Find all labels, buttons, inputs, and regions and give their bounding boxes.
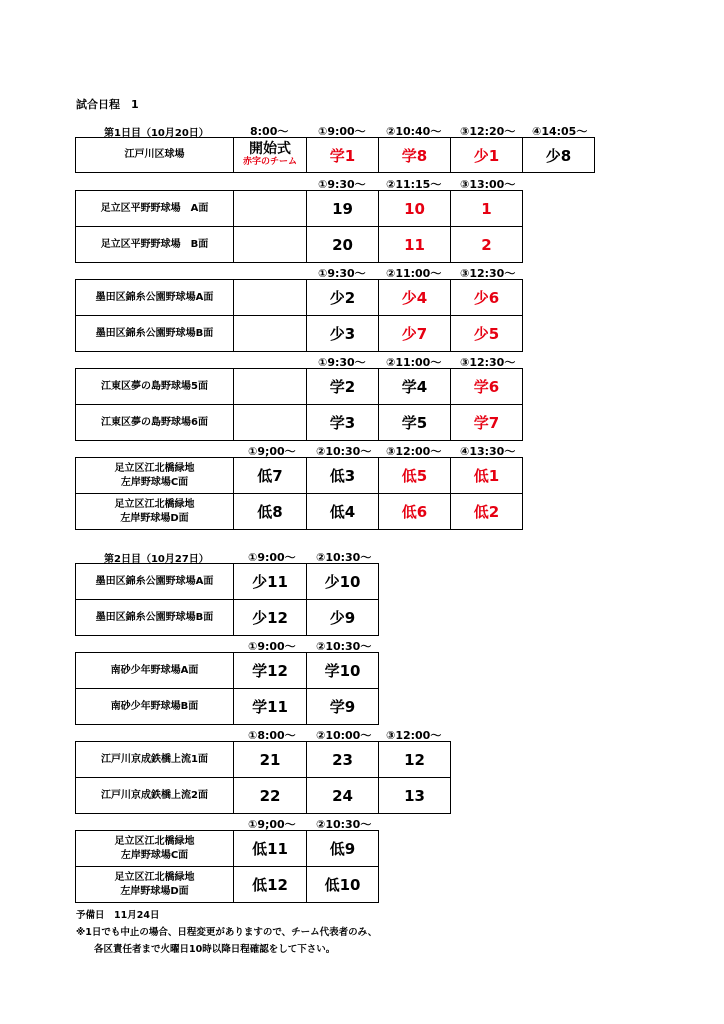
- table-row: [76, 867, 379, 903]
- slot-header: ③13:00～: [460, 178, 516, 191]
- table-row: [76, 458, 523, 494]
- slot-header: ②11:00～: [386, 267, 442, 280]
- game-cell: 少4: [379, 280, 451, 316]
- game-cell: 学11: [234, 689, 307, 725]
- slot-header: ②10:30～: [316, 818, 372, 831]
- opening-ceremony-cell: [234, 138, 307, 173]
- table-row: [76, 280, 523, 316]
- slot-header: ①9;00～: [248, 445, 296, 458]
- slot-header: 8:00～: [250, 125, 289, 138]
- game-cell: 10: [379, 191, 451, 227]
- venue-name: 足立区平野野球場 A面: [76, 191, 234, 227]
- slot-header: ②10:30～: [316, 445, 372, 458]
- venue-line: 左岸野球場D面: [120, 885, 189, 897]
- game-cell: 学8: [379, 138, 451, 173]
- table-row: [76, 405, 523, 441]
- game-cell: 学4: [379, 369, 451, 405]
- red-team-note: 赤字のチーム: [242, 157, 297, 167]
- cancellation-note: ※1日でも中止の場合、日程変更がありますので、チーム代表者のみ、: [76, 927, 378, 938]
- venue-name: 江戸川京成鉄橋上流1面: [76, 742, 234, 778]
- opening-ceremony-label: 開始式: [249, 141, 291, 157]
- table-row: [76, 138, 595, 173]
- game-cell: 少11: [234, 564, 307, 600]
- game-cell: 低8: [234, 494, 307, 530]
- slot-header: ①9:00～: [318, 125, 366, 138]
- game-cell: 少5: [451, 316, 523, 352]
- game-cell: 24: [307, 778, 379, 814]
- game-cell: 低2: [451, 494, 523, 530]
- slot-header: ①9:30～: [318, 356, 366, 369]
- game-cell: 学6: [451, 369, 523, 405]
- game-cell: 20: [307, 227, 379, 263]
- venue-name: 足立区平野野球場 B面: [76, 227, 234, 263]
- venue-name: 江戸川区球場: [76, 138, 234, 173]
- slot-header: ①8:00～: [248, 729, 296, 742]
- slot-header: ①9:00～: [248, 551, 296, 564]
- slot-header: ④13:30～: [460, 445, 516, 458]
- game-cell: 低5: [379, 458, 451, 494]
- table-row: [76, 227, 523, 263]
- game-cell: 学7: [451, 405, 523, 441]
- game-cell: 少7: [379, 316, 451, 352]
- slot-header: ③12:30～: [460, 267, 516, 280]
- game-cell: 低11: [234, 831, 307, 867]
- venue-name: 江東区夢の島野球場6面: [76, 405, 234, 441]
- game-cell: 少1: [451, 138, 523, 173]
- venue-line: 足立区江北橋緑地: [114, 462, 195, 474]
- empty-cell: [234, 369, 307, 405]
- slot-header: ③12:00～: [386, 445, 442, 458]
- game-cell: 学10: [307, 653, 379, 689]
- game-cell: 低12: [234, 867, 307, 903]
- table-row: [76, 494, 523, 530]
- game-cell: 少10: [307, 564, 379, 600]
- page-title: 試合日程 1: [76, 98, 139, 111]
- empty-cell: [234, 316, 307, 352]
- game-cell: 低9: [307, 831, 379, 867]
- slot-header: ③12:30～: [460, 356, 516, 369]
- venue-line: 左岸野球場D面: [120, 512, 189, 524]
- game-cell: 低4: [307, 494, 379, 530]
- game-cell: 低7: [234, 458, 307, 494]
- venue-name: 墨田区錦糸公園野球場B面: [76, 316, 234, 352]
- game-cell: 少2: [307, 280, 379, 316]
- slot-header: ①9:30～: [318, 178, 366, 191]
- confirmation-note: 各区責任者まで火曜日10時以降日程確認をして下さい。: [94, 944, 336, 955]
- table-row: [76, 831, 379, 867]
- slot-header: ②10:30～: [316, 640, 372, 653]
- game-cell: 13: [379, 778, 451, 814]
- empty-cell: [234, 191, 307, 227]
- hirano-table: [75, 190, 523, 263]
- kinshi-day1-table: [75, 279, 523, 352]
- game-cell: 低1: [451, 458, 523, 494]
- venue-line: 足立区江北橋緑地: [114, 498, 195, 510]
- slot-header: ①9:30～: [318, 267, 366, 280]
- table-row: [76, 742, 451, 778]
- table-row: [76, 316, 523, 352]
- venue-line: 足立区江北橋緑地: [114, 835, 195, 847]
- venue-name: [76, 831, 234, 867]
- slot-header: ②10:40～: [386, 125, 442, 138]
- game-cell: 少3: [307, 316, 379, 352]
- table-row: [76, 653, 379, 689]
- game-cell: 12: [379, 742, 451, 778]
- table-row: [76, 369, 523, 405]
- slot-header: ②10:00～: [316, 729, 372, 742]
- keisei-table: [75, 741, 451, 814]
- game-cell: 学12: [234, 653, 307, 689]
- table-row: [76, 689, 379, 725]
- game-cell: 低3: [307, 458, 379, 494]
- empty-cell: [234, 227, 307, 263]
- nansuna-table: [75, 652, 379, 725]
- slot-header: ①9:00～: [248, 640, 296, 653]
- game-cell: 学1: [307, 138, 379, 173]
- table-row: [76, 191, 523, 227]
- venue-name: [76, 867, 234, 903]
- game-cell: 11: [379, 227, 451, 263]
- venue-name: 墨田区錦糸公園野球場A面: [76, 280, 234, 316]
- game-cell: 学9: [307, 689, 379, 725]
- slot-header: ②10:30～: [316, 551, 372, 564]
- kohoku-day2-table: [75, 830, 379, 903]
- game-cell: 21: [234, 742, 307, 778]
- game-cell: 少9: [307, 600, 379, 636]
- venue-name: [76, 458, 234, 494]
- edogawa-table: [75, 137, 595, 173]
- venue-name: 墨田区錦糸公園野球場B面: [76, 600, 234, 636]
- game-cell: 19: [307, 191, 379, 227]
- slot-header: ①9;00～: [248, 818, 296, 831]
- empty-cell: [234, 405, 307, 441]
- slot-header: ②11:00～: [386, 356, 442, 369]
- game-cell: 22: [234, 778, 307, 814]
- game-cell: 学3: [307, 405, 379, 441]
- venue-name: 南砂少年野球場B面: [76, 689, 234, 725]
- kinshi-day2-table: [75, 563, 379, 636]
- slot-header: ④14:05～: [532, 125, 588, 138]
- venue-name: 江戸川京成鉄橋上流2面: [76, 778, 234, 814]
- venue-line: 左岸野球場C面: [120, 476, 189, 488]
- venue-name: 江東区夢の島野球場5面: [76, 369, 234, 405]
- venue-line: 足立区江北橋緑地: [114, 871, 195, 883]
- slot-header: ③12:20～: [460, 125, 516, 138]
- game-cell: 学2: [307, 369, 379, 405]
- game-cell: 少6: [451, 280, 523, 316]
- game-cell: 23: [307, 742, 379, 778]
- table-row: [76, 600, 379, 636]
- venue-name: 墨田区錦糸公園野球場A面: [76, 564, 234, 600]
- game-cell: 低10: [307, 867, 379, 903]
- game-cell: 1: [451, 191, 523, 227]
- venue-name: 南砂少年野球場A面: [76, 653, 234, 689]
- game-cell: 2: [451, 227, 523, 263]
- day2-label: 第2日目（10月27日）: [104, 554, 209, 565]
- game-cell: 学5: [379, 405, 451, 441]
- table-row: [76, 778, 451, 814]
- slot-header: ②11:15～: [386, 178, 442, 191]
- kohoku-day1-table: [75, 457, 523, 530]
- venue-line: 左岸野球場C面: [120, 849, 189, 861]
- table-row: [76, 564, 379, 600]
- empty-cell: [234, 280, 307, 316]
- day1-label: 第1日目（10月20日）: [104, 128, 209, 139]
- slot-header: ③12:00～: [386, 729, 442, 742]
- game-cell: 少8: [523, 138, 595, 173]
- yumenoshima-table: [75, 368, 523, 441]
- game-cell: 少12: [234, 600, 307, 636]
- game-cell: 低6: [379, 494, 451, 530]
- venue-name: [76, 494, 234, 530]
- reserve-day: 予備日 11月24日: [76, 910, 160, 921]
